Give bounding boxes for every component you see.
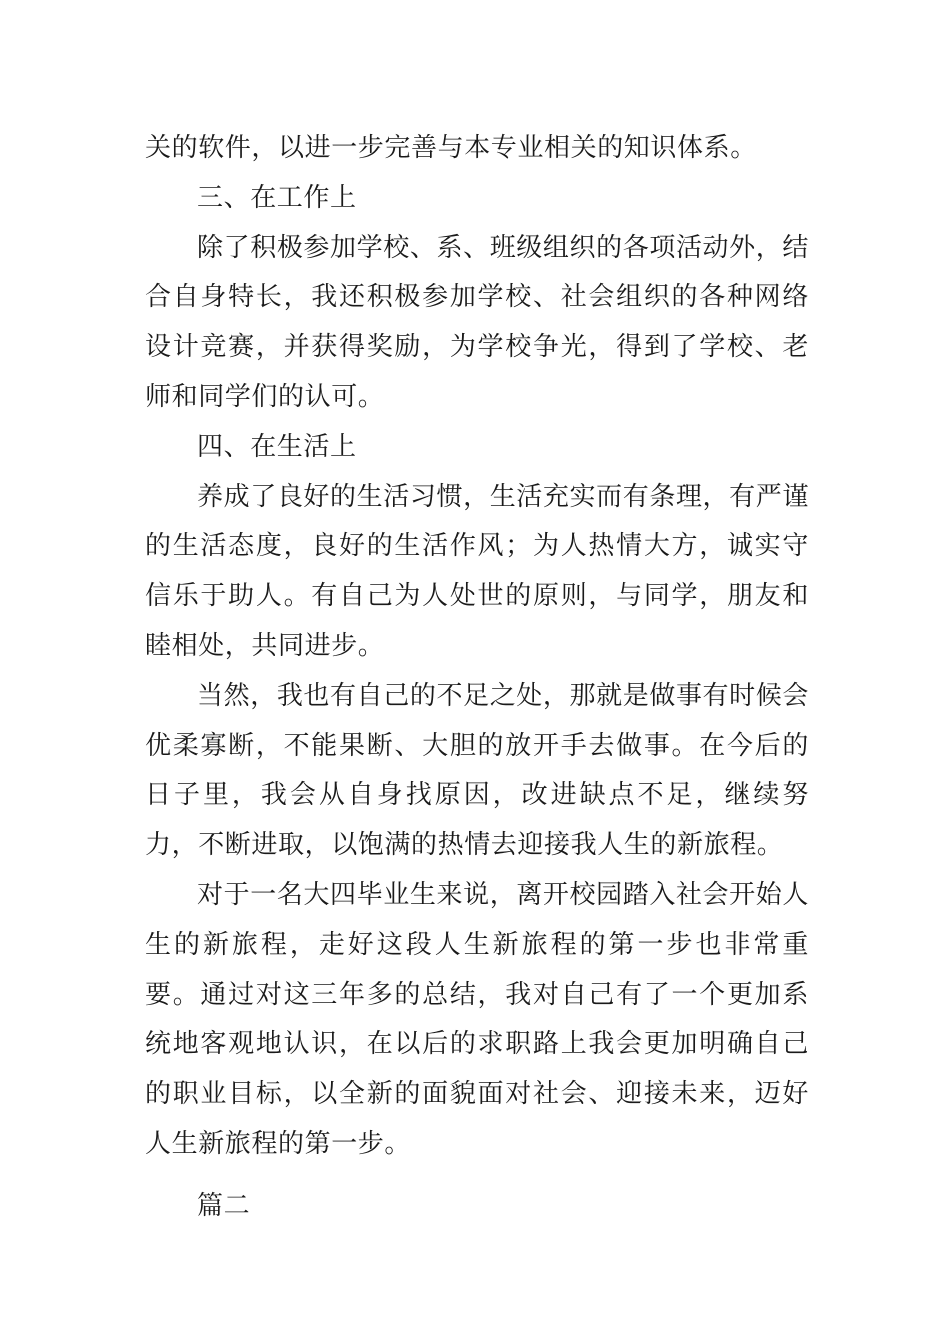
section-heading-life: 四、在生活上: [197, 431, 357, 462]
paragraph-work: 除了积极参加学校、系、班级组织的各项活动外，结合自身特长，我还积极参加学校、社会组织的各种网络设计竞赛，并获得奖励，为学校争光，得到了学校、老师和同学们的认可。: [145, 232, 809, 412]
paragraph-continuation: 关的软件，以进一步完善与本专业相关的知识体系。: [145, 133, 757, 163]
paragraph-life: 养成了良好的生活习惯，生活充实而有条理，有严谨的生活态度，良好的生活作风；为人热情大方，诚实守信乐于助人。有自己为人处世的原则，与同学，朋友和睦相处，共同进步。: [145, 481, 809, 661]
section-heading-part-two: 篇二: [197, 1190, 251, 1221]
document-body: [145, 124, 809, 1232]
section-heading-work: 三、在工作上: [197, 182, 357, 213]
paragraph-shortcomings: 当然，我也有自己的不足之处，那就是做事有时候会优柔寡断，不能果断、大胆的放开手去做事。在今后的日子里，我会从自身找原因，改进缺点不足，继续努力，不断进取，以饱满的热情去迎接我人生的新旅程。: [145, 680, 809, 861]
paragraph-conclusion: 对于一名大四毕业生来说，离开校园踏入社会开始人生的新旅程，走好这段人生新旅程的第一步也非常重要。通过对这三年多的总结，我对自己有了一个更加系统地客观地认识，在以后的求职路上我会更加明确自己的职业目标，以全新的面貌面对社会、迎接未来，迈好人生新旅程的第一步。: [145, 879, 809, 1159]
